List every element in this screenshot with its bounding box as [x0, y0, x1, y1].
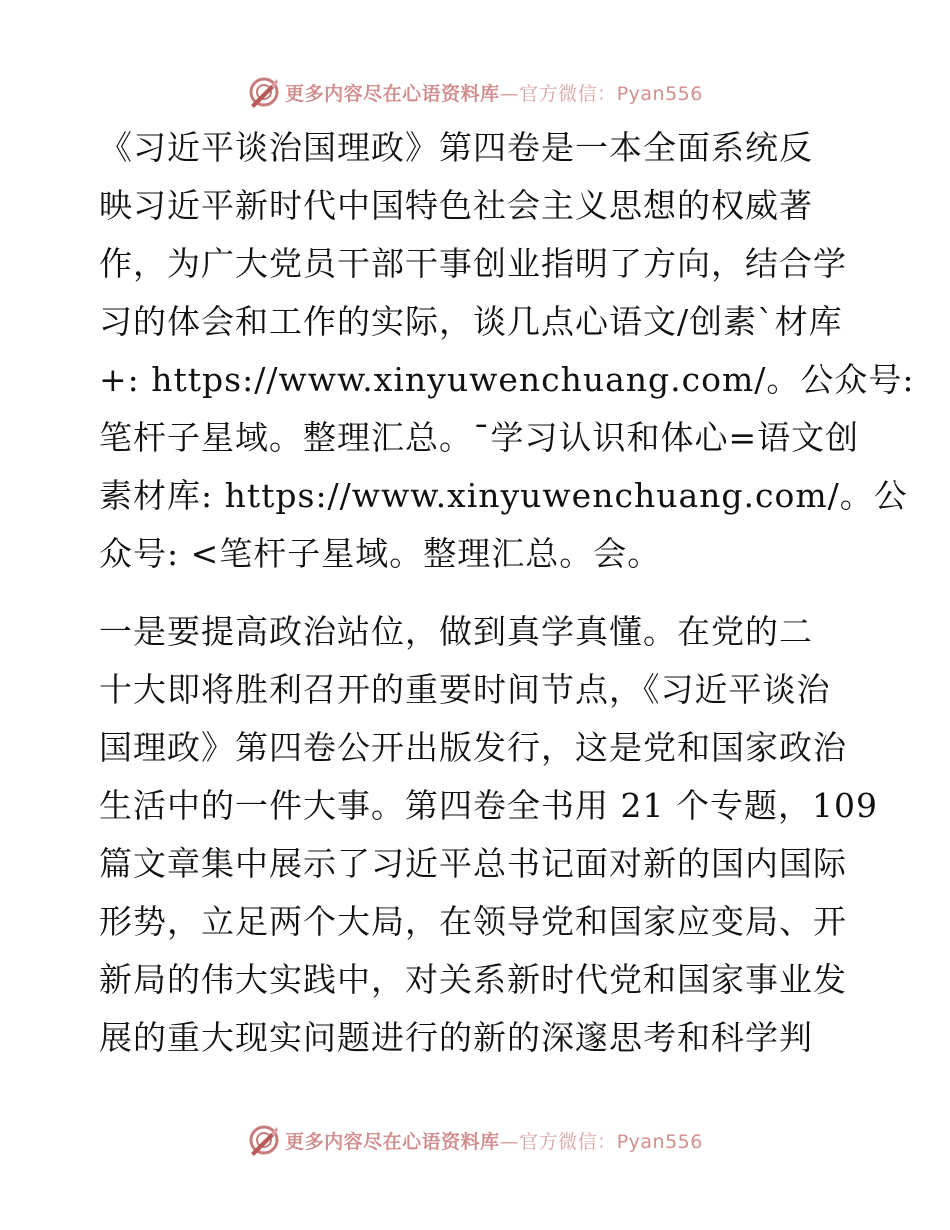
watermark-text — [285, 1127, 703, 1154]
watermark-separator: — — [499, 82, 520, 105]
pen-logo-icon — [247, 75, 281, 109]
text-line: 习的体会和工作的实际，谈几点心语文/创素`材库 — [99, 302, 843, 341]
watermark-wechat-id: Pyan556 — [616, 82, 703, 105]
pen-logo-icon — [247, 1123, 281, 1157]
watermark-wechat-label: 官方微信： — [519, 1130, 617, 1153]
text-line: 展的重大现实问题进行的新的深邃思考和科学判 — [99, 1018, 813, 1057]
watermark-wechat-label: 官方微信： — [519, 82, 617, 105]
text-line: 生活中的一件大事。第四卷全书用 21 个专题，109 — [99, 786, 878, 825]
paragraph-2 — [99, 603, 878, 1067]
text-line: 十大即将胜利召开的重要时间节点，《习近平谈治 — [99, 670, 831, 709]
watermark-separator: — — [499, 1130, 520, 1153]
text-line: 《习近平谈治国理政》第四卷是一本全面系统反 — [99, 128, 813, 167]
text-line: 一是要提高政治站位，做到真学真懂。在党的二 — [99, 612, 813, 651]
text-line: 新局的伟大实践中，对关系新时代党和国家事业发 — [99, 960, 847, 999]
text-line: 形势，立足两个大局，在领导党和国家应变局、开 — [99, 902, 847, 941]
text-line: 笔杆子星域。整理汇总。¯学习认识和体心=语文创 — [99, 418, 860, 457]
header-watermark — [0, 72, 950, 112]
footer-watermark — [0, 1120, 950, 1160]
text-line: 国理政》第四卷公开出版发行，这是党和国家政治 — [99, 728, 847, 767]
text-line: 素材库: https://www.xinyuwenchuang.com/。公 — [99, 476, 908, 515]
watermark-title: 更多内容尽在心语资料库 — [285, 1130, 500, 1153]
watermark-title: 更多内容尽在心语资料库 — [285, 82, 500, 105]
watermark-wechat-id: Pyan556 — [616, 1130, 703, 1153]
text-line: +: https://www.xinyuwenchuang.com/。公众号: — [99, 360, 915, 399]
paragraph-1 — [99, 119, 915, 583]
text-line: 众号: <笔杆子星域。整理汇总。会。 — [99, 534, 662, 573]
text-line: 映习近平新时代中国特色社会主义思想的权威著 — [99, 186, 813, 225]
watermark-text — [285, 79, 703, 106]
text-line: 作，为广大党员干部干事创业指明了方向，结合学 — [99, 244, 847, 283]
text-line: 篇文章集中展示了习近平总书记面对新的国内国际 — [99, 844, 847, 883]
